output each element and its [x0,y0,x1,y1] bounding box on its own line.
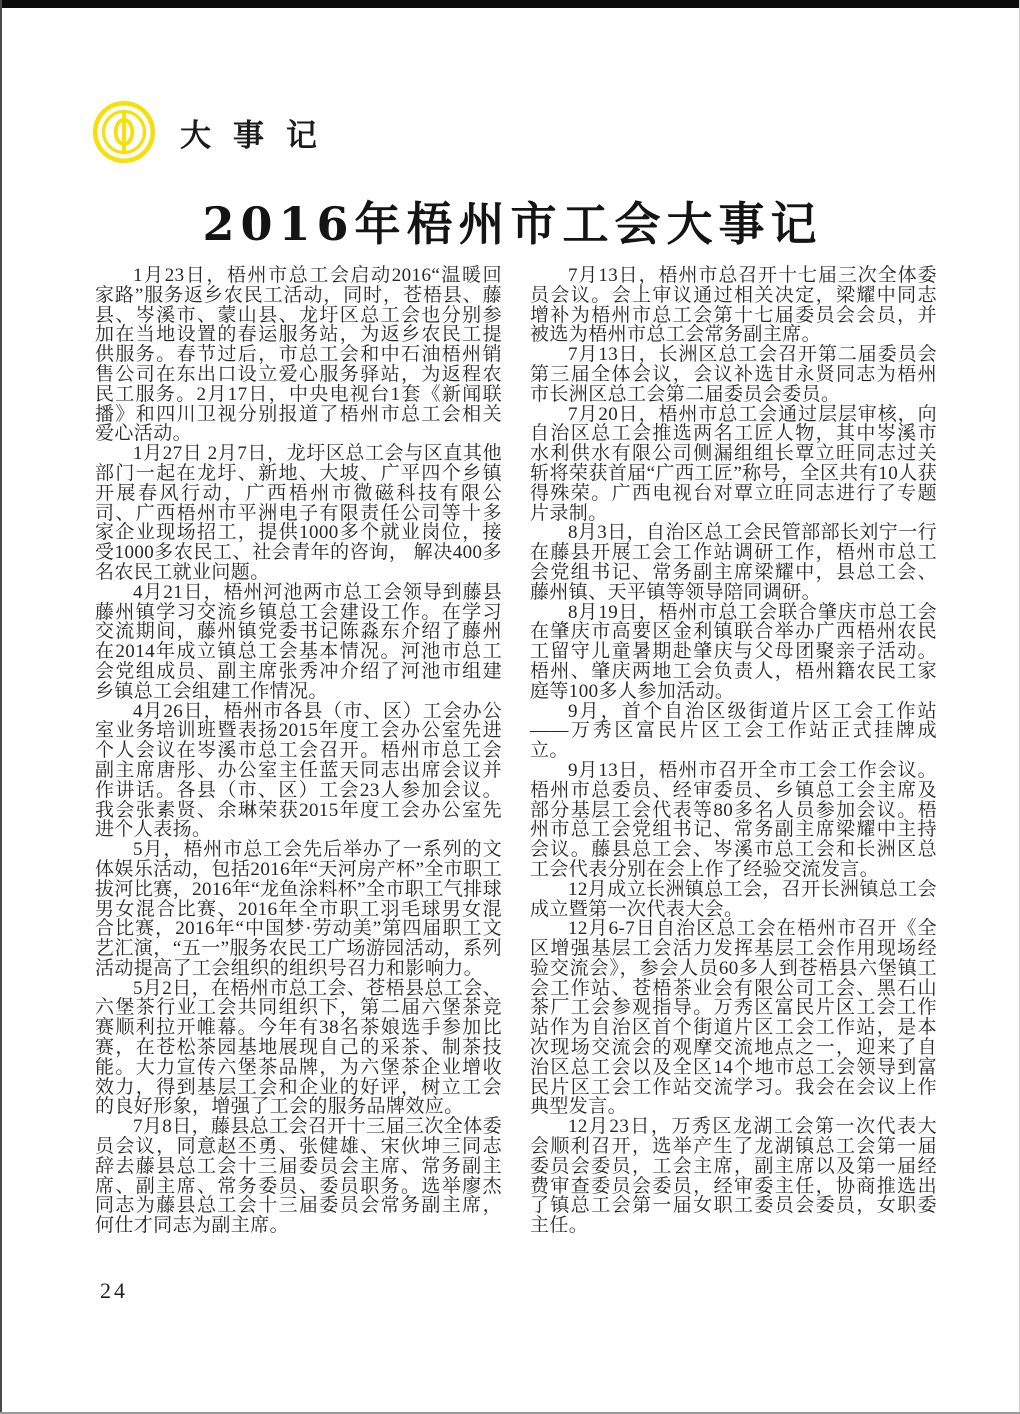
article-body [95,266,937,1236]
paragraph: 7月8日，藤县总工会召开十三届三次全体委员会议，同意赵丕勇、张健雄、宋伙坤三同志辞去藤县总工会十三届委员会主席、常务副主席、副主席、常务委员、委员职务。选举廖杰同志为藤县总工会十三届委员会常务副主席，何仕才同志为副主席。 [95,1116,503,1237]
paragraph: 5月2日，在梧州市总工会、苍梧县总工会、六堡茶行业工会共同组织下，第二届六堡茶竞赛顺利拉开帷幕。今年有38名茶娘选手参加比赛，在苍松茶园基地展现自己的采茶、制茶技能。大力宣传六堡茶品牌，为六堡茶企业增收效力，得到基层工会和企业的好评，树立工会的良好形象，增强了工会的服务品牌效应。 [95,977,503,1118]
scan-top-border [0,0,1020,8]
paragraph: 8月19日，梧州市总工会联合肇庆市总工会在肇庆市高要区金利镇联合举办广西梧州农民工留守儿童暑期赴肇庆与父母团聚亲子活动。梧州、肇庆两地工会负责人，梧州籍农民工家庭等100多人参加活动。 [530,601,937,702]
section-label: 大事记 [180,117,339,153]
page-title: 2016年梧州市工会大事记 [202,197,823,251]
paragraph: 5月，梧州市总工会先后举办了一系列的文体娱乐活动，包括2016年“天河房产杯”全市职工拔河比赛，2016年“龙鱼涂料杯”全市职工气排球男女混合比赛、2016年全市职工羽毛球男女混合比赛，2016年“中国梦·劳动美”第四届职工文艺汇演，“五一”服务农民工广场游园活动，系列活动提高了工会组织的组织号召力和影响力。 [95,839,502,979]
scan-left-border [0,0,2,1414]
paragraph: 9月，首个自治区级街道片区工会工作站——万秀区富民片区工会工作站正式挂牌成立。 [530,700,937,762]
paragraph: 9月13日，梧州市召开全市工会工作会议。梧州市总委员、经审委员、乡镇总工会主席及部分基层工会代表等80多名人员参加会议。梧州市总工会党组书记、常务副主席梁耀中主持会议。藤县总工会、岑溪市总工会和长洲区总工会代表分别在会上作了经验交流发言。 [530,759,937,880]
page-header [92,100,339,164]
paragraph: 12月23日，万秀区龙湖工会第一次代表大会顺利召开，选举产生了龙湖镇总工会第一届委员会委员，工会主席，副主席以及第一届经费审查委员会委员，经审委主任，协商推选出了镇总工会第一届女职工委员会委员，女职委主任。 [530,1116,937,1237]
paragraph: 7月20日，梧州市总工会通过层层审核，向自治区总工会推选两名工匠人物，其中岑溪市水利供水有限公司侧漏组组长覃立旺同志过关斩将荣获首届“广西工匠”称号，全区共有10人获得殊荣。广西电视台对覃立旺同志进行了专题片录制。 [530,403,937,524]
paragraph: 12月6-7日自治区总工会在梧州市召开《全区增强基层工会活力发挥基层工会作用现场经验交流会》，参会人员60多人到苍梧县六堡镇工会工作站、苍梧茶业会有限公司工会、黑石山茶厂工会参观指导。万秀区富民片区工会工作站作为自治区首个街道片区工会工作站，是本次现场交流会的观摩交流地点之一，迎来了自治区总工会以及全区14个地市总工会领导到富民片区工会工作站交流学习。我会在会议上作典型发言。 [530,918,937,1118]
paragraph: 8月3日，自治区总工会民管部部长刘宁一行在藤县开展工会工作站调研工作，梧州市总工会党组书记、常务副主席梁耀中，县总工会、藤州镇、天平镇等领导陪同调研。 [530,522,938,603]
union-logo-icon [92,100,156,164]
paragraph: 4月26日，梧州市各县（市、区）工会办公室业务培训班暨表扬2015年度工会办公室先进个人会议在岑溪市总工会召开。梧州市总工会副主席唐彤、办公室主任蓝天同志出席会议并作讲话。各县（市、区）工会23人参加会议。我会张素贤、余琳荣获2015年度工会办公室先进个人表扬。 [95,700,502,841]
right-column [530,266,937,1236]
paragraph: 1月27日 2月7日，龙圩区总工会与区直其他部门一起在龙圩、新地、大坡、广平四个乡镇开展春风行动，广西梧州市微磁科技有限公司、广西梧州市平洲电子有限责任公司等十多家企业现场招工，提供1000多个就业岗位，接受1000多农民工、社会青年的咨询， 解决400多名农民工就业问题。 [95,443,502,583]
paragraph: 12月成立长洲镇总工会，召开长洲镇总工会成立暨第一次代表大会。 [530,878,938,920]
paragraph: 4月21日，梧州河池两市总工会领导到藤县藤州镇学习交流乡镇总工会建设工作。在学习交流期间，藤州镇党委书记陈淼东介绍了藤州在2014年成立镇总工会基本情况。河池市总工会党组成员、副主席张秀冲介绍了河池市组建乡镇总工会组建工作情况。 [95,581,502,702]
paragraph: 1月23日，梧州市总工会启动2016“温暖回家路”服务返乡农民工活动，同时，苍梧县、藤县、岑溪市、蒙山县、龙圩区总工会也分别参加在当地设置的春运服务站，为返乡农民工提供服务。春节过后，市总工会和中石油梧州销售公司在东出口设立爱心服务驿站，为返程农民工服务。2月17日，中央电视台1套《新闻联播》和四川卫视分别报道了梧州市总工会相关爱心活动。 [95,265,502,445]
page-number: 24 [100,1278,128,1303]
paragraph: 7月13日，梧州市总召开十七届三次全体委员会议。会上审议通过相关决定，梁耀中同志增补为梧州市总工会第十七届委员会会员，并被选为梧州市总工会常务副主席。 [530,265,937,346]
left-column [95,266,502,1236]
paragraph: 7月13日，长洲区总工会召开第二届委员会第三届全体会议，会议补选甘永贤同志为梧州市长洲区总工会第二届委员会委员。 [530,344,937,405]
